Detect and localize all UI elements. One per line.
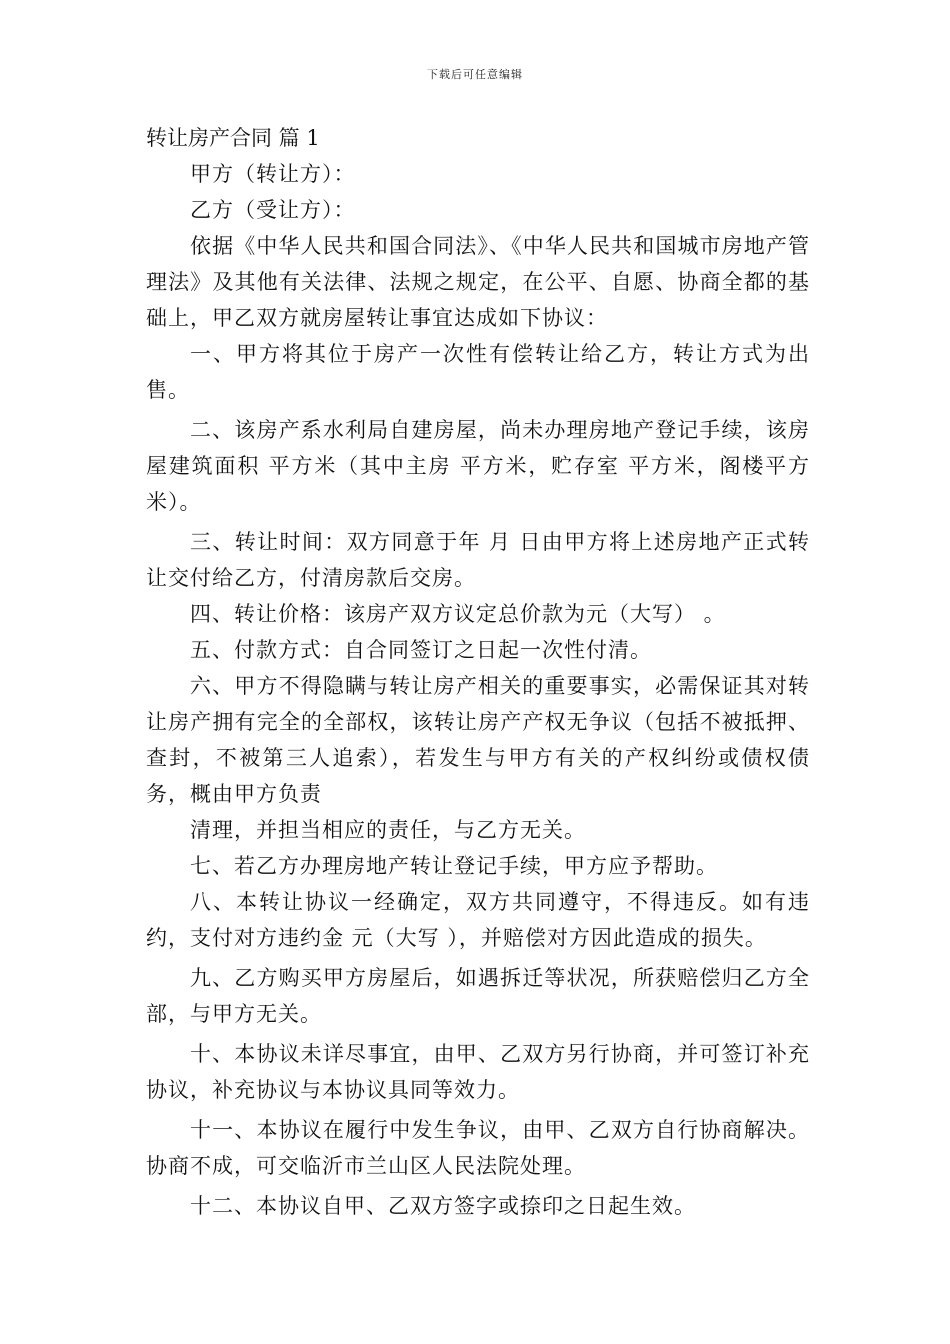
- document-title: 转让房产合同 篇 1: [146, 126, 320, 150]
- paragraph-clause-2: 二、该房产系水利局自建房屋，尚未办理房地产登记手续，该房屋建筑面积 平方米（其中主房 平方米，贮存室 平方米，阁楼平方米）。: [146, 418, 810, 514]
- paragraph-party-a: 甲方（转让方）：: [190, 162, 356, 186]
- document-body: [146, 120, 810, 1224]
- paragraph-clause-4: 四、转让价格：该房产双方议定总价款为元（大写） 。: [190, 602, 726, 626]
- paragraph-party-b: 乙方（受让方）：: [190, 198, 356, 222]
- paragraph-clause-12: 十二、本协议自甲、乙双方签字或捺印之日起生效。: [190, 1194, 696, 1218]
- paragraph-clause-10: 十、本协议未详尽事宜，由甲、乙双方另行协商，并可签订补充协议，补充协议与本协议具同等效力。: [146, 1042, 810, 1102]
- paragraph-clause-11: 十一、本协议在履行中发生争议，由甲、乙双方自行协商解决。协商不成，可交临沂市兰山区人民法院处理。: [146, 1118, 810, 1178]
- paragraph-basis: 依据《中华人民共和国合同法》、《中华人民共和国城市房地产管理法》及其他有关法律、法规之规定，在公平、自愿、协商全都的基础上，甲乙双方就房屋转让事宜达成如下协议：: [146, 234, 810, 330]
- paragraph-clause-9: 九、乙方购买甲方房屋后，如遇拆迁等状况，所获赔偿归乙方全部，与甲方无关。: [146, 966, 810, 1026]
- paragraph-clause-7: 七、若乙方办理房地产转让登记手续，甲方应予帮助。: [190, 854, 718, 878]
- paragraph-clause-5: 五、付款方式：自合同签订之日起一次性付清。: [190, 638, 652, 662]
- paragraph-clause-1: 一、甲方将其位于房产一次性有偿转让给乙方，转让方式为出售。: [146, 342, 810, 402]
- paragraph-clause-6: 六、甲方不得隐瞒与转让房产相关的重要事实，必需保证其对转让房产拥有完全的全部权，该转让房产产权无争议（包括不被抵押、查封，不被第三人追索），若发生与甲方有关的产权纠纷或债权债务，概由甲方负责: [146, 674, 810, 806]
- paragraph-clause-6-continued: 清理，并担当相应的责任，与乙方无关。: [190, 818, 586, 842]
- header-note: 下载后可任意编辑: [427, 68, 523, 81]
- paragraph-clause-3: 三、转让时间：双方同意于年 月 日由甲方将上述房地产正式转让交付给乙方，付清房款后交房。: [146, 530, 810, 590]
- paragraph-clause-8: 八、本转让协议一经确定，双方共同遵守，不得违反。如有违约，支付对方违约金 元（大写 ），并赔偿对方因此造成的损失。: [146, 890, 810, 950]
